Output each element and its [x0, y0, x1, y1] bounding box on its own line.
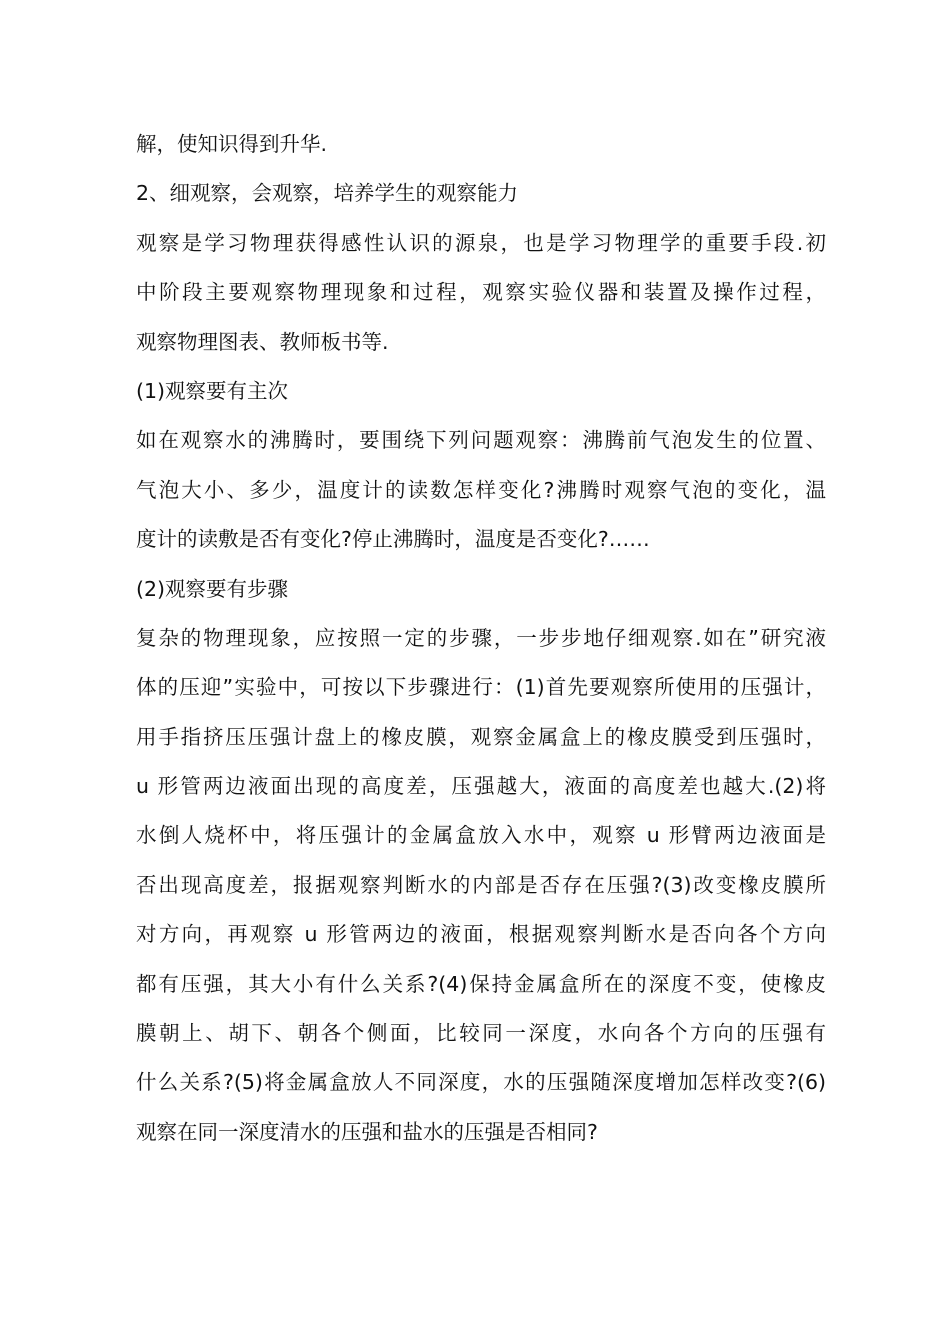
text-line-12: 体的压迎”实验中，可按以下步骤进行：(1)首先要观察所使用的压强计， — [136, 675, 826, 700]
text-line-18: 都有压强，其大小有什么关系?(4)保持金属盒所在的深度不变，使橡皮 — [136, 971, 826, 996]
text-line-21: 观察在同一深度清水的压强和盐水的压强是否相同? — [136, 1119, 598, 1144]
subheading-2: (2)观察要有步骤 — [136, 576, 289, 601]
section-heading-2: 2、细观察，会观察，培养学生的观察能力 — [136, 181, 519, 206]
text-line-9: 度计的读敷是否有变化?停止沸腾时，温度是否变化?…… — [136, 527, 650, 552]
text-line-3: 观察是学习物理获得感性认识的源泉，也是学习物理学的重要手段.初 — [136, 230, 826, 255]
text-line-20: 什么关系?(5)将金属盒放人不同深度，水的压强随深度增加怎样改变?(6) — [136, 1070, 826, 1095]
text-line-1: 解，使知识得到升华. — [136, 132, 328, 156]
text-line-7: 如在观察水的沸腾时，要围绕下列问题观察：沸腾前气泡发生的位置、 — [136, 428, 826, 453]
text-line-17: 对方向，再观察 u 形管两边的液面，根据观察判断水是否向各个方向 — [136, 922, 826, 947]
text-line-19: 膜朝上、胡下、朝各个侧面，比较同一深度，水向各个方向的压强有 — [136, 1021, 826, 1046]
text-line-8: 气泡大小、多少，温度计的读数怎样变化?沸腾时观察气泡的变化，温 — [136, 477, 826, 502]
text-line-11: 复杂的物理现象，应按照一定的步骤，一步步地仔细观察.如在”研究液 — [136, 625, 826, 650]
text-line-14: u 形管两边液面出现的高度差，压强越大，液面的高度差也越大.(2)将 — [136, 774, 826, 799]
text-line-16: 否出现高度差，报据观察判断水的内部是否存在压强?(3)改变橡皮膜所 — [136, 872, 826, 897]
text-line-13: 用手指挤压压强计盘上的橡皮膜，观察金属盒上的橡皮膜受到压强时， — [136, 724, 826, 749]
text-line-5: 观察物理图表、教师板书等. — [136, 329, 389, 354]
text-line-4: 中阶段主要观察物理现象和过程，观察实验仪器和装置及操作过程， — [136, 280, 826, 305]
subheading-1: (1)观察要有主次 — [136, 378, 289, 403]
document-body — [136, 120, 826, 1157]
text-line-15: 水倒人烧杯中，将压强计的金属盒放入水中，观察 u 形臂两边液面是 — [136, 823, 826, 848]
